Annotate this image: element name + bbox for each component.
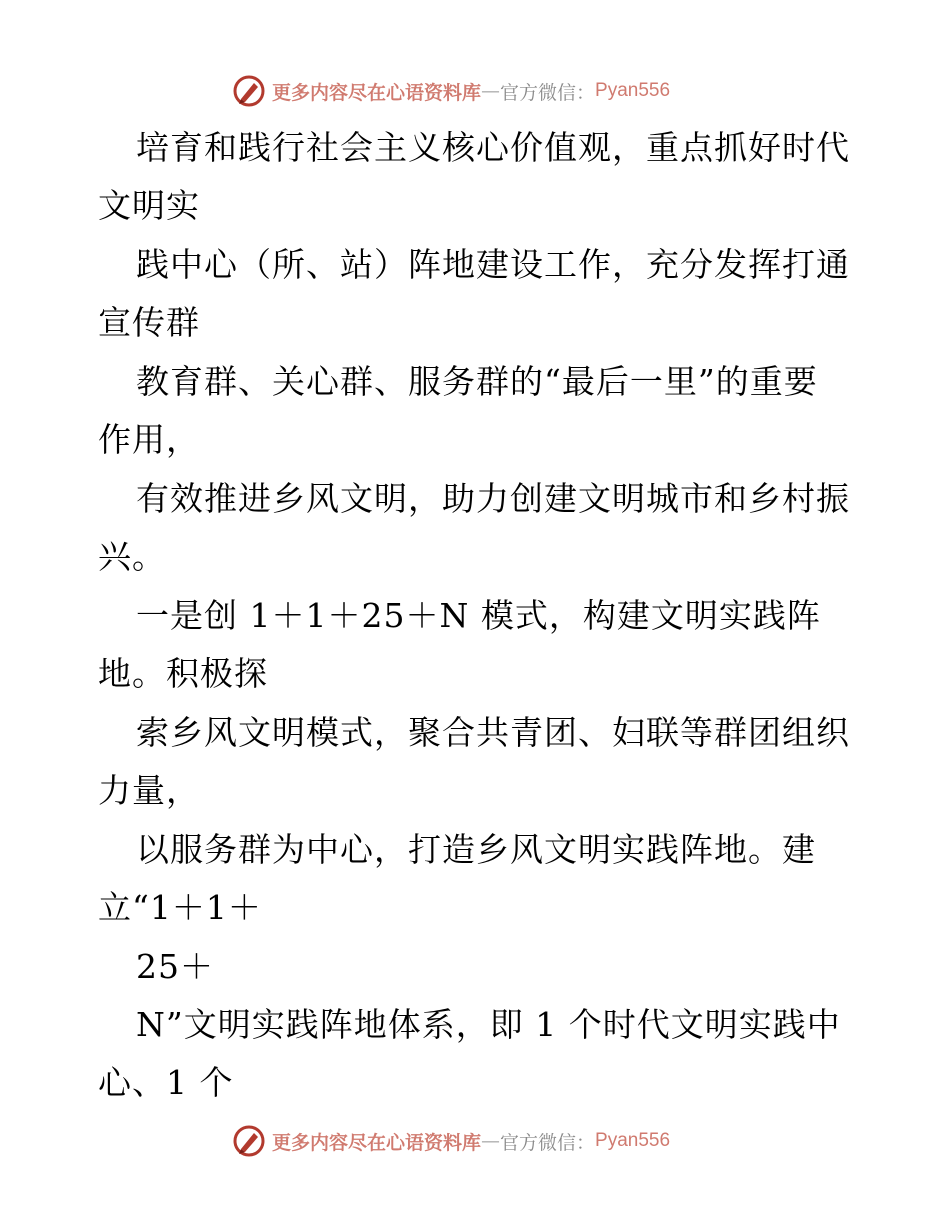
paragraph-3-line-2: 作用， bbox=[98, 420, 200, 459]
paragraph-2-line-2: 宣传群 bbox=[98, 303, 200, 342]
paragraph-1-line-1: 培育和践行社会主义核心价值观，重点抓好时代 bbox=[136, 128, 850, 167]
paragraph-2-line-1: 践中心（所、站）阵地建设工作，充分发挥打通 bbox=[136, 245, 850, 284]
paragraph-7-line-2: 立“1＋1＋ bbox=[98, 888, 262, 927]
watermark-wechat-id: Pyan556 bbox=[595, 1130, 671, 1151]
paragraph-6-line-1: 索乡风文明模式，聚合共青团、妇联等群团组织 bbox=[136, 713, 850, 752]
paragraph-1-line-2: 文明实 bbox=[98, 186, 200, 225]
paragraph-7-line-1: 以服务群为中心，打造乡风文明实践阵地。建 bbox=[136, 830, 816, 869]
paragraph-8-line-1: 25＋ bbox=[136, 947, 214, 986]
paragraph-4-line-1: 有效推进乡风文明，助力创建文明城市和乡村振 bbox=[136, 479, 850, 518]
header-watermark bbox=[232, 74, 670, 108]
paragraph-9-line-2: 心、1 个 bbox=[98, 1063, 234, 1102]
paragraph-5-line-1: 一是创 1＋1＋25＋N 模式，构建文明实践阵 bbox=[136, 596, 821, 635]
paragraph-4-line-2: 兴。 bbox=[98, 537, 166, 576]
paragraph-3-line-1: 教育群、关心群、服务群的“最后一里”的重要 bbox=[136, 362, 818, 401]
watermark-wechat-id: Pyan556 bbox=[595, 80, 671, 101]
watermark-dash: — bbox=[481, 80, 501, 102]
watermark-official-label: 官方微信： bbox=[500, 81, 596, 104]
watermark-official-label: 官方微信： bbox=[500, 1131, 596, 1154]
paragraph-9-line-1: N”文明实践阵地体系，即 1 个时代文明实践中 bbox=[136, 1005, 841, 1044]
paragraph-5-line-2: 地。积极探 bbox=[98, 654, 268, 693]
pen-logo-icon bbox=[232, 1124, 266, 1158]
paragraph-6-line-2: 力量， bbox=[98, 771, 200, 810]
pen-logo-icon bbox=[232, 74, 266, 108]
footer-watermark bbox=[232, 1124, 670, 1158]
watermark-text: 更多内容尽在心语资料库 bbox=[272, 81, 482, 104]
watermark-text: 更多内容尽在心语资料库 bbox=[272, 1131, 482, 1154]
watermark-dash: — bbox=[481, 1130, 501, 1152]
